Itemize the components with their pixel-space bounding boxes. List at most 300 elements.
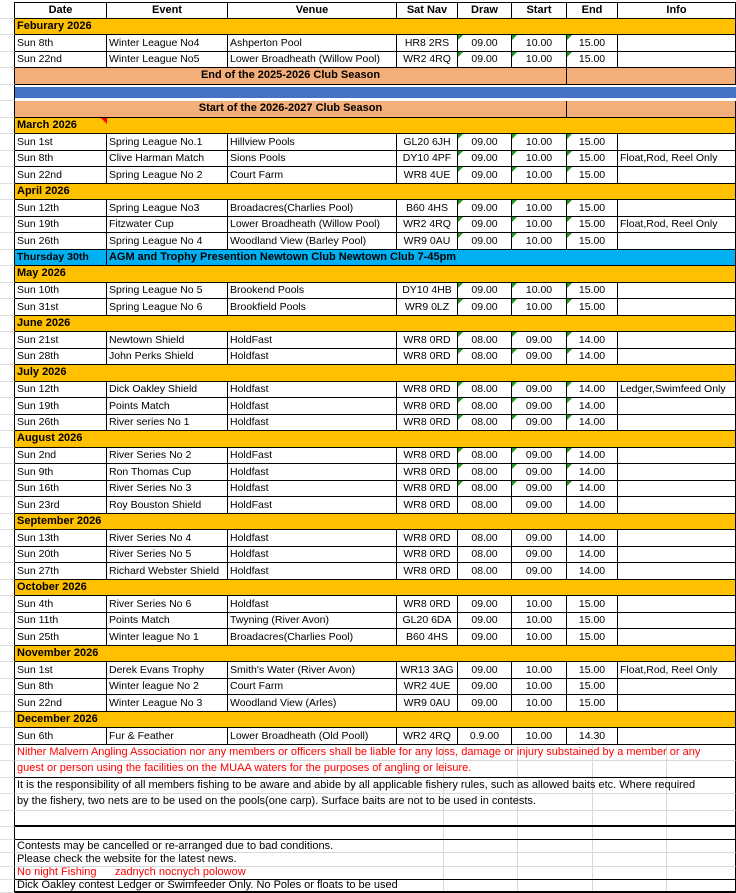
row-margin	[0, 233, 15, 250]
season-banner[interactable]: Start of the 2026-2027 Club Season	[15, 101, 567, 118]
cell-draw[interactable]	[458, 547, 512, 564]
cell-end[interactable]	[567, 382, 618, 399]
cell-start[interactable]	[512, 382, 567, 399]
cell-draw[interactable]	[458, 481, 512, 498]
cell-date[interactable]: Sun 12th	[15, 382, 107, 399]
cell-venue[interactable]: Woodland View (Arles)	[228, 695, 397, 712]
cell-info[interactable]: Float,Rod, Reel Only	[618, 662, 736, 679]
cell-satnav[interactable]: WR8 0RD	[397, 464, 458, 481]
row-margin	[0, 761, 15, 778]
error-mark-icon	[567, 283, 572, 288]
row-margin	[0, 431, 15, 448]
end-value: 15.00	[578, 36, 606, 49]
cell-draw[interactable]	[458, 52, 512, 69]
cell-venue[interactable]: Court Farm	[228, 679, 397, 696]
cell-date[interactable]: Sun 27th	[15, 563, 107, 580]
cell-date[interactable]: Sun 22nd	[15, 167, 107, 184]
cell-date[interactable]: Sun 16th	[15, 481, 107, 498]
cell-draw[interactable]	[458, 596, 512, 613]
cell-end[interactable]	[567, 481, 618, 498]
cell-date[interactable]: Sun 19th	[15, 398, 107, 415]
cell-end[interactable]	[567, 134, 618, 151]
cell-event[interactable]: River series No 1	[107, 415, 228, 432]
cell-event[interactable]: Winter League No4	[107, 35, 228, 52]
note-row[interactable]: No night Fishing zadnych nocnych polowow	[15, 867, 736, 880]
cell-start[interactable]	[512, 629, 567, 646]
cell-date[interactable]: Sun 26th	[15, 233, 107, 250]
cell-date[interactable]: Sun 11th	[15, 613, 107, 630]
cell-draw[interactable]	[458, 415, 512, 432]
cell-venue[interactable]: Holdfast	[228, 415, 397, 432]
cell-venue[interactable]: HoldFast	[228, 332, 397, 349]
cell-venue[interactable]: Lower Broadheath (Old Pooll)	[228, 728, 397, 745]
cell-satnav[interactable]: GL20 6DA	[397, 613, 458, 630]
cell-date[interactable]: Sun 22nd	[15, 52, 107, 69]
month-header-cell[interactable]	[15, 316, 736, 333]
column-header-date[interactable]: Date	[15, 2, 107, 19]
cell-start[interactable]	[512, 530, 567, 547]
month-header-cell[interactable]	[15, 580, 736, 597]
cell-draw[interactable]	[458, 728, 512, 745]
month-header-cell[interactable]	[15, 712, 736, 729]
cell-end[interactable]	[567, 629, 618, 646]
draw-value: 09.00	[471, 696, 498, 709]
month-header-cell[interactable]	[15, 646, 736, 663]
cell-start[interactable]	[512, 728, 567, 745]
column-header-info[interactable]: Info	[618, 2, 736, 19]
cell-info[interactable]	[618, 398, 736, 415]
start-value: 09.00	[525, 548, 553, 560]
cell-info[interactable]	[618, 563, 736, 580]
cell-start[interactable]	[512, 349, 567, 366]
cell-start[interactable]	[512, 299, 567, 316]
cell-date[interactable]: Sun 23rd	[15, 497, 107, 514]
cell-end[interactable]	[567, 662, 618, 679]
cell-venue[interactable]: Holdfast	[228, 547, 397, 564]
cell-date[interactable]: Sun 25th	[15, 629, 107, 646]
start-value: 10.00	[525, 218, 553, 230]
cell-event[interactable]: Spring League No3	[107, 200, 228, 217]
cell-info[interactable]	[618, 332, 736, 349]
cell-event[interactable]: River Series No 2	[107, 448, 228, 465]
cell-end[interactable]	[567, 167, 618, 184]
cell-info[interactable]	[618, 283, 736, 300]
start-value: 09.00	[525, 350, 553, 362]
cell-date[interactable]: Sun 8th	[15, 679, 107, 696]
row-margin	[0, 481, 15, 498]
note-row[interactable]: It is the responsibility of all members fishing to be aware and abide by all applicable fishery rules, such as allowed baits etc. Where required	[15, 778, 736, 795]
cell-satnav[interactable]: WR2 4RQ	[397, 217, 458, 234]
cell-venue[interactable]: Court Farm	[228, 167, 397, 184]
cell-end[interactable]	[567, 151, 618, 168]
cell-satnav[interactable]: WR2 4UE	[397, 679, 458, 696]
cell-date[interactable]: Sun 8th	[15, 35, 107, 52]
cell-end[interactable]	[567, 547, 618, 564]
cell-end[interactable]	[567, 728, 618, 745]
cell-end[interactable]	[567, 233, 618, 250]
cell-venue[interactable]: HoldFast	[228, 497, 397, 514]
error-mark-icon	[512, 151, 517, 156]
cell-end[interactable]	[567, 497, 618, 514]
cell-event[interactable]: Ron Thomas Cup	[107, 464, 228, 481]
cell-draw[interactable]	[458, 679, 512, 696]
cell-event[interactable]: Spring League No.1	[107, 134, 228, 151]
cell-event[interactable]: Winter league No 1	[107, 629, 228, 646]
cell-venue[interactable]: Woodland View (Barley Pool)	[228, 233, 397, 250]
cell-end[interactable]	[567, 349, 618, 366]
column-header-draw[interactable]: Draw	[458, 2, 512, 19]
error-mark-icon	[458, 200, 463, 205]
cell-start[interactable]	[512, 695, 567, 712]
cell-venue[interactable]: Holdfast	[228, 349, 397, 366]
cell-satnav[interactable]: WR2 4RQ	[397, 728, 458, 745]
cell-info[interactable]	[618, 448, 736, 465]
cell-draw[interactable]	[458, 448, 512, 465]
cell-date[interactable]: Sun 28th	[15, 349, 107, 366]
cell-start[interactable]	[512, 662, 567, 679]
cell-date[interactable]: Sun 31st	[15, 299, 107, 316]
cell-draw[interactable]	[458, 217, 512, 234]
cell-end[interactable]	[567, 200, 618, 217]
cell-end[interactable]	[567, 563, 618, 580]
cell-date[interactable]: Sun 1st	[15, 134, 107, 151]
cell-venue[interactable]: Ashperton Pool	[228, 35, 397, 52]
cell-satnav[interactable]: WR8 0RD	[397, 481, 458, 498]
cell-info[interactable]	[618, 200, 736, 217]
note-row[interactable]	[15, 827, 736, 840]
cell-draw[interactable]	[458, 134, 512, 151]
cell-end[interactable]	[567, 52, 618, 69]
month-label: September 2026	[17, 514, 102, 527]
column-header-start[interactable]: Start	[512, 2, 567, 19]
cell-start[interactable]	[512, 332, 567, 349]
month-header-cell[interactable]	[15, 365, 736, 382]
cell-venue[interactable]: Holdfast	[228, 464, 397, 481]
cell-satnav[interactable]: WR8 0RD	[397, 563, 458, 580]
cell-satnav[interactable]: WR8 0RD	[397, 547, 458, 564]
cell-info[interactable]	[618, 728, 736, 745]
cell-date[interactable]: Sun 21st	[15, 332, 107, 349]
cell-info[interactable]	[618, 299, 736, 316]
cell-venue[interactable]: Broadacres(Charlies Pool)	[228, 200, 397, 217]
cell-start[interactable]	[512, 52, 567, 69]
error-mark-icon	[512, 299, 517, 304]
cell-draw[interactable]	[458, 629, 512, 646]
cell-event[interactable]: Dick Oakley Shield	[107, 382, 228, 399]
cell-info[interactable]: Float,Rod, Reel Only	[618, 217, 736, 234]
cell-satnav[interactable]: WR8 0RD	[397, 497, 458, 514]
cell-event[interactable]: River Series No 4	[107, 530, 228, 547]
column-header-event[interactable]: Event	[107, 2, 228, 19]
cell-draw[interactable]	[458, 349, 512, 366]
cell-draw[interactable]	[458, 382, 512, 399]
cell-info[interactable]: Float,Rod, Reel Only	[618, 151, 736, 168]
cell-satnav[interactable]: WR9 0AU	[397, 233, 458, 250]
cell-info[interactable]	[618, 629, 736, 646]
cell-draw[interactable]	[458, 35, 512, 52]
cell-date[interactable]: Sun 6th	[15, 728, 107, 745]
cell-event[interactable]: Derek Evans Trophy	[107, 662, 228, 679]
cell-info[interactable]	[618, 530, 736, 547]
month-header-cell[interactable]	[15, 514, 736, 531]
cell-event[interactable]: Spring League No 6	[107, 299, 228, 316]
cell-event[interactable]: Fur & Feather	[107, 728, 228, 745]
cell-satnav[interactable]: WR13 3AG	[397, 662, 458, 679]
cell-end[interactable]	[567, 299, 618, 316]
note-row[interactable]: by the fishery, two nets are to be used on the pools(one carp). Surface baits are not to be used in contests.	[15, 794, 736, 811]
cell-date[interactable]: Sun 9th	[15, 464, 107, 481]
cell-start[interactable]	[512, 613, 567, 630]
cell-end[interactable]	[567, 217, 618, 234]
cell-date[interactable]: Sun 22nd	[15, 695, 107, 712]
cell-info[interactable]	[618, 134, 736, 151]
cell-satnav[interactable]: WR8 0RD	[397, 382, 458, 399]
cell-draw[interactable]	[458, 563, 512, 580]
cell-info[interactable]: Ledger,Swimfeed Only	[618, 382, 736, 399]
cell-end[interactable]	[567, 332, 618, 349]
cell-info[interactable]	[618, 52, 736, 69]
cell-venue[interactable]: Twyning (River Avon)	[228, 613, 397, 630]
cell-info[interactable]	[618, 349, 736, 366]
cell-event[interactable]: John Perks Shield	[107, 349, 228, 366]
column-header-venue[interactable]: Venue	[228, 2, 397, 19]
note-row[interactable]: Please check the website for the latest news.	[15, 853, 736, 866]
season-banner[interactable]: End of the 2025-2026 Club Season	[15, 68, 567, 85]
cell-venue[interactable]: Lower Broadheath (Willow Pool)	[228, 217, 397, 234]
cell-satnav[interactable]: WR8 0RD	[397, 448, 458, 465]
error-mark-icon	[458, 415, 463, 420]
cell-info[interactable]	[618, 679, 736, 696]
error-mark-icon	[512, 398, 517, 403]
cell-draw[interactable]	[458, 200, 512, 217]
cell-draw[interactable]	[458, 398, 512, 415]
cell-draw[interactable]	[458, 332, 512, 349]
cell-venue[interactable]: Holdfast	[228, 563, 397, 580]
agm-banner[interactable]: AGM and Trophy Presention Newtown Club Newtown Club 7-45pm	[107, 250, 458, 267]
cell-event[interactable]: Spring League No 2	[107, 167, 228, 184]
cell-satnav[interactable]: WR8 0RD	[397, 398, 458, 415]
cell-date[interactable]: Sun 13th	[15, 530, 107, 547]
cell-event[interactable]: Fitzwater Cup	[107, 217, 228, 234]
cell-venue[interactable]: Holdfast	[228, 481, 397, 498]
cell-end[interactable]	[567, 398, 618, 415]
cell-date[interactable]: Sun 19th	[15, 217, 107, 234]
cell-satnav[interactable]: B60 4HS	[397, 629, 458, 646]
cell-end[interactable]	[567, 415, 618, 432]
cell-start[interactable]	[512, 35, 567, 52]
cell-venue[interactable]: Broadacres(Charlies Pool)	[228, 629, 397, 646]
comment-flag-icon[interactable]	[101, 118, 107, 124]
error-mark-icon	[567, 299, 572, 304]
row-margin	[0, 349, 15, 366]
cell-start[interactable]	[512, 217, 567, 234]
error-mark-icon	[567, 151, 572, 156]
cell-draw[interactable]	[458, 695, 512, 712]
cell-end[interactable]	[567, 530, 618, 547]
cell-event[interactable]: Points Match	[107, 613, 228, 630]
note-row[interactable]: guest or person using the facilities on the MUAA waters for the purposes of angling or leisure.	[15, 761, 736, 778]
cell-satnav[interactable]: WR8 0RD	[397, 349, 458, 366]
cell-date[interactable]: Sun 8th	[15, 151, 107, 168]
note-row[interactable]: Contests may be cancelled or re-arranged due to bad conditions.	[15, 840, 736, 853]
cell-draw[interactable]	[458, 167, 512, 184]
cell-info[interactable]	[618, 35, 736, 52]
cell-venue[interactable]: HoldFast	[228, 448, 397, 465]
cell-satnav[interactable]: HR8 2RS	[397, 35, 458, 52]
row-margin	[0, 794, 15, 811]
row-margin	[0, 497, 15, 514]
cell-venue[interactable]: Holdfast	[228, 530, 397, 547]
cell-end[interactable]	[567, 464, 618, 481]
cell-start[interactable]	[512, 415, 567, 432]
cell-draw[interactable]	[458, 151, 512, 168]
error-mark-icon	[567, 52, 572, 57]
cell-date[interactable]: Sun 1st	[15, 662, 107, 679]
cell-info[interactable]	[618, 167, 736, 184]
note-row[interactable]	[15, 811, 736, 828]
cell-satnav[interactable]: WR8 0RD	[397, 415, 458, 432]
cell-start[interactable]	[512, 563, 567, 580]
cell-venue[interactable]: Smith's Water (River Avon)	[228, 662, 397, 679]
cell-end[interactable]	[567, 283, 618, 300]
month-label: July 2026	[17, 366, 67, 379]
column-header-end[interactable]: End	[567, 2, 618, 19]
cell-event[interactable]: Spring League No 4	[107, 233, 228, 250]
cell-info[interactable]	[618, 596, 736, 613]
cell-start[interactable]	[512, 464, 567, 481]
cell-satnav[interactable]: B60 4HS	[397, 200, 458, 217]
column-header-sat-nav[interactable]: Sat Nav	[397, 2, 458, 19]
cell-end[interactable]	[567, 613, 618, 630]
cell-draw[interactable]	[458, 497, 512, 514]
draw-value: 09.00	[471, 53, 498, 65]
cell-event[interactable]: Clive Harman Match	[107, 151, 228, 168]
end-value: 14.00	[578, 416, 606, 428]
cell-venue[interactable]: Holdfast	[228, 382, 397, 399]
row-margin	[0, 167, 15, 184]
cell-date[interactable]: Sun 2nd	[15, 448, 107, 465]
cell-start[interactable]	[512, 200, 567, 217]
cell-event[interactable]: Newtown Shield	[107, 332, 228, 349]
cell-venue[interactable]: Hillview Pools	[228, 134, 397, 151]
cell-end[interactable]	[567, 679, 618, 696]
cell-draw[interactable]	[458, 530, 512, 547]
cell-event[interactable]: Richard Webster Shield	[107, 563, 228, 580]
cell-end[interactable]	[567, 695, 618, 712]
note-row[interactable]: Dick Oakley contest Ledger or Swimfeeder Only. No Poles or floats to be used	[15, 880, 736, 893]
cell-start[interactable]	[512, 448, 567, 465]
cell-date[interactable]: Sun 20th	[15, 547, 107, 564]
cell-satnav[interactable]: WR8 4UE	[397, 167, 458, 184]
cell-venue[interactable]: Holdfast	[228, 398, 397, 415]
cell-start[interactable]	[512, 547, 567, 564]
cell-start[interactable]	[512, 134, 567, 151]
cell-satnav[interactable]: DY10 4HB	[397, 283, 458, 300]
cell-draw[interactable]	[458, 283, 512, 300]
cell-start[interactable]	[512, 481, 567, 498]
cell-draw[interactable]	[458, 613, 512, 630]
cell-info[interactable]	[618, 415, 736, 432]
cell-info[interactable]	[618, 613, 736, 630]
cell-start[interactable]	[512, 233, 567, 250]
cell-info[interactable]	[618, 464, 736, 481]
cell-draw[interactable]	[458, 299, 512, 316]
cell-draw[interactable]	[458, 662, 512, 679]
end-value: 15.00	[578, 284, 606, 296]
cell-draw[interactable]	[458, 464, 512, 481]
month-header-cell[interactable]	[15, 266, 736, 283]
cell-venue[interactable]: Brookfield Pools	[228, 299, 397, 316]
cell-satnav[interactable]: WR8 0RD	[397, 332, 458, 349]
cell-event[interactable]: River Series No 6	[107, 596, 228, 613]
cell-info[interactable]	[618, 481, 736, 498]
cell-satnav[interactable]: WR9 0AU	[397, 695, 458, 712]
cell-venue[interactable]: Sions Pools	[228, 151, 397, 168]
cell-start[interactable]	[512, 596, 567, 613]
cell-start[interactable]	[512, 283, 567, 300]
cell-event[interactable]: Roy Bouston Shield	[107, 497, 228, 514]
month-header-cell[interactable]	[15, 19, 736, 36]
row-margin	[0, 646, 15, 663]
cell-end[interactable]	[567, 35, 618, 52]
cell-start[interactable]	[512, 497, 567, 514]
row-margin	[0, 68, 15, 85]
cell-event[interactable]: Winter league No 2	[107, 679, 228, 696]
cell-info[interactable]	[618, 547, 736, 564]
cell-date[interactable]: Sun 26th	[15, 415, 107, 432]
cell-satnav[interactable]: WR8 0RD	[397, 596, 458, 613]
note-row[interactable]: Nither Malvern Angling Association nor any members or officers shall be liable for any loss, damage or injury substained by a member or any	[15, 745, 736, 762]
cell-venue[interactable]: Holdfast	[228, 596, 397, 613]
cell-event[interactable]: Winter League No 3	[107, 695, 228, 712]
cell-satnav[interactable]: GL20 6JH	[397, 134, 458, 151]
cell-date[interactable]: Sun 10th	[15, 283, 107, 300]
month-header-cell[interactable]	[15, 431, 736, 448]
cell-date[interactable]: Sun 4th	[15, 596, 107, 613]
end-value: 14.00	[578, 399, 606, 412]
cell-date[interactable]: Thursday 30th	[15, 250, 107, 267]
cell-event[interactable]: River Series No 3	[107, 481, 228, 498]
cell-start[interactable]	[512, 167, 567, 184]
cell-end[interactable]	[567, 448, 618, 465]
cell-end[interactable]	[567, 596, 618, 613]
cell-event[interactable]: Points Match	[107, 398, 228, 415]
cell-event[interactable]: River Series No 5	[107, 547, 228, 564]
cell-satnav[interactable]: DY10 4PF	[397, 151, 458, 168]
cell-start[interactable]	[512, 398, 567, 415]
start-value: 10.00	[525, 614, 553, 626]
cell-satnav[interactable]: WR9 0LZ	[397, 299, 458, 316]
error-mark-icon	[458, 134, 463, 139]
draw-value: 08.00	[471, 399, 498, 412]
cell-start[interactable]	[512, 151, 567, 168]
cell-event[interactable]: Winter League No5	[107, 52, 228, 69]
month-header-cell[interactable]	[15, 184, 736, 201]
month-header-cell[interactable]	[15, 118, 736, 135]
cell-info[interactable]	[618, 233, 736, 250]
cell-date[interactable]: Sun 12th	[15, 200, 107, 217]
cell-info[interactable]	[618, 497, 736, 514]
cell-start[interactable]	[512, 679, 567, 696]
cell-draw[interactable]	[458, 233, 512, 250]
cell-event[interactable]: Spring League No 5	[107, 283, 228, 300]
start-value: 09.00	[525, 564, 553, 577]
cell-satnav[interactable]: WR2 4RQ	[397, 52, 458, 69]
cell-venue[interactable]: Brookend Pools	[228, 283, 397, 300]
cell-info[interactable]	[618, 695, 736, 712]
cell-venue[interactable]: Lower Broadheath (Willow Pool)	[228, 52, 397, 69]
cell-satnav[interactable]: WR8 0RD	[397, 530, 458, 547]
